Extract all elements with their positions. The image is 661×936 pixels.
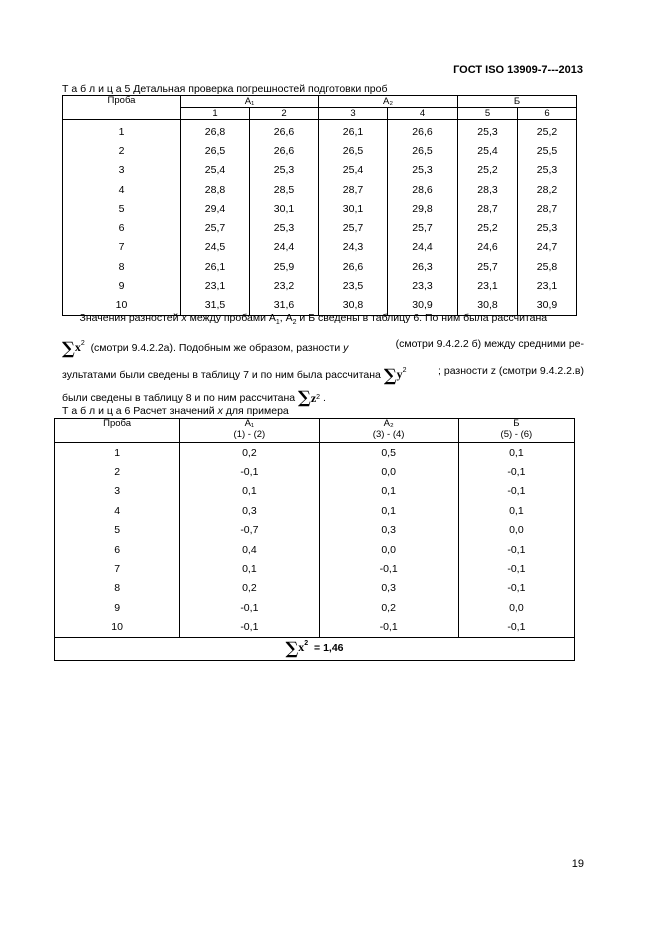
value-cell: 23,1: [458, 276, 518, 295]
sample-number-cell: 2: [63, 141, 181, 160]
sample-number-cell: 2: [55, 462, 180, 481]
value-cell: -0,1: [458, 540, 574, 559]
t5-subheader: 6: [518, 108, 577, 120]
value-cell: 0,1: [458, 443, 574, 463]
t6-header-sample: Проба: [55, 419, 180, 443]
value-cell: 25,7: [388, 218, 458, 237]
table-row: [55, 443, 575, 463]
value-cell: 28,6: [388, 180, 458, 199]
document-header: ГОСТ ISO 13909-7---2013: [453, 64, 583, 76]
value-cell: 23,3: [388, 276, 458, 295]
t5-header-b: Б: [458, 96, 577, 108]
value-cell: 0,0: [458, 521, 574, 540]
table-row: [55, 521, 575, 540]
table6-caption: Т а б л и ц а 6 Расчет значений x для примера: [62, 405, 289, 417]
value-cell: 29,8: [388, 199, 458, 218]
table-row: [63, 141, 577, 160]
value-cell: 31,6: [250, 296, 319, 316]
value-cell: -0,1: [458, 462, 574, 481]
value-cell: 25,4: [319, 161, 388, 180]
value-cell: 25,7: [458, 257, 518, 276]
value-cell: 0,1: [180, 559, 319, 578]
value-cell: 28,7: [458, 199, 518, 218]
value-cell: 25,8: [518, 257, 577, 276]
value-cell: 28,2: [518, 180, 577, 199]
value-cell: 25,2: [458, 218, 518, 237]
value-cell: 28,5: [250, 180, 319, 199]
value-cell: 0,3: [180, 501, 319, 520]
table-row: [55, 579, 575, 598]
sample-number-cell: 3: [55, 482, 180, 501]
table5: [62, 95, 577, 316]
value-cell: 0,1: [319, 501, 458, 520]
sigma-symbol: ∑: [62, 339, 75, 360]
table-row: [63, 238, 577, 257]
value-cell: 25,3: [518, 218, 577, 237]
para-line-1: Значения разностей x между пробами $А_1$, $А_2$ и Б сведены в таблицу 6. По ним была рассчитана: [79, 312, 548, 327]
value-cell: -0,7: [180, 521, 319, 540]
value-cell: 25,4: [458, 141, 518, 160]
table-row: [55, 559, 575, 578]
sample-number-cell: 5: [63, 199, 181, 218]
value-cell: 25,2: [518, 120, 577, 142]
table-row: [63, 276, 577, 295]
value-cell: 28,8: [181, 180, 250, 199]
value-cell: 26,1: [181, 257, 250, 276]
sigma-symbol: ∑: [285, 638, 299, 659]
value-cell: 0,3: [319, 579, 458, 598]
value-cell: 31,5: [181, 296, 250, 316]
sample-number-cell: 10: [55, 618, 180, 638]
value-cell: 26,3: [388, 257, 458, 276]
para-line-3: зультатами были сведены в таблицу 7 и по ним была рассчитана $\sum y^2$ ; разности z (смотри 9.4.2.2.в): [62, 365, 584, 387]
sample-number-cell: 6: [55, 540, 180, 559]
value-cell: 26,8: [181, 120, 250, 142]
t6-header-a1: A₁ (1) - (2): [180, 419, 319, 443]
table-row: [63, 120, 577, 142]
table-row: [55, 540, 575, 559]
value-cell: 0,2: [319, 598, 458, 617]
value-cell: -0,1: [458, 579, 574, 598]
value-cell: 30,1: [319, 199, 388, 218]
value-cell: 0,1: [319, 482, 458, 501]
value-cell: 0,4: [180, 540, 319, 559]
value-cell: 24,7: [518, 238, 577, 257]
sample-number-cell: 5: [55, 521, 180, 540]
value-cell: 25,3: [250, 161, 319, 180]
t5-subheader: 5: [458, 108, 518, 120]
value-cell: -0,1: [458, 559, 574, 578]
t6-total: $\sum x^2 = 1,46$: [55, 637, 575, 660]
value-cell: 28,3: [458, 180, 518, 199]
t5-subheader: 4: [388, 108, 458, 120]
value-cell: -0,1: [319, 618, 458, 638]
value-cell: 26,6: [250, 141, 319, 160]
t5-header-a2: A₂: [319, 96, 458, 108]
value-cell: 25,3: [250, 218, 319, 237]
sample-number-cell: 4: [55, 501, 180, 520]
table-row: [63, 257, 577, 276]
sample-number-cell: 9: [63, 276, 181, 295]
value-cell: 23,1: [518, 276, 577, 295]
table-row: [63, 199, 577, 218]
value-cell: 25,3: [388, 161, 458, 180]
value-cell: 0,3: [319, 521, 458, 540]
t6-header-a2: A₂ (3) - (4): [319, 419, 458, 443]
table-row: [55, 482, 575, 501]
t5-subheader: 2: [250, 108, 319, 120]
value-cell: 30,1: [250, 199, 319, 218]
value-cell: 0,1: [458, 501, 574, 520]
value-cell: -0,1: [319, 559, 458, 578]
value-cell: 25,5: [518, 141, 577, 160]
value-cell: 0,5: [319, 443, 458, 463]
table5-body: [63, 120, 577, 316]
value-cell: 0,0: [458, 598, 574, 617]
explanation-paragraph: [62, 308, 584, 409]
value-cell: -0,1: [180, 462, 319, 481]
value-cell: 0,2: [180, 443, 319, 463]
page-number: 19: [571, 858, 584, 870]
value-cell: 25,9: [250, 257, 319, 276]
table6: [54, 418, 575, 661]
value-cell: 25,2: [458, 161, 518, 180]
value-cell: -0,1: [180, 598, 319, 617]
table-row: [63, 180, 577, 199]
value-cell: 26,5: [181, 141, 250, 160]
value-cell: 24,6: [458, 238, 518, 257]
para-line-2: $\sum x^2$ (смотри 9.4.2.2а). Подобным же образом, разности y (смотри 9.4.2.2 б) между средними ре-: [62, 338, 584, 360]
value-cell: 25,3: [458, 120, 518, 142]
sigma-symbol: ∑: [298, 388, 311, 409]
t5-header-a1: A₁: [181, 96, 319, 108]
table-row: [55, 598, 575, 617]
value-cell: 26,1: [319, 120, 388, 142]
value-cell: 30,8: [458, 296, 518, 316]
value-cell: 26,5: [388, 141, 458, 160]
value-cell: -0,1: [458, 618, 574, 638]
value-cell: 25,4: [181, 161, 250, 180]
value-cell: 25,7: [319, 218, 388, 237]
value-cell: 30,9: [518, 296, 577, 316]
t6-header-b: Б (5) - (6): [458, 419, 574, 443]
table5-caption: Т а б л и ц а 5 Детальная проверка погрешностей подготовки проб: [62, 83, 388, 95]
value-cell: 28,7: [319, 180, 388, 199]
value-cell: 25,3: [518, 161, 577, 180]
para-line-4: были сведены в таблицу 8 и по ним рассчитана ∑ z 2 .: [62, 388, 326, 409]
value-cell: -0,1: [458, 482, 574, 501]
t5-subheader: 3: [319, 108, 388, 120]
value-cell: 0,0: [319, 462, 458, 481]
value-cell: 23,5: [319, 276, 388, 295]
value-cell: 0,1: [180, 482, 319, 501]
sample-number-cell: 10: [63, 296, 181, 316]
value-cell: 24,5: [181, 238, 250, 257]
sample-number-cell: 4: [63, 180, 181, 199]
sample-number-cell: 8: [55, 579, 180, 598]
value-cell: 24,3: [319, 238, 388, 257]
sample-number-cell: 1: [55, 443, 180, 463]
value-cell: 30,9: [388, 296, 458, 316]
table6-body: [55, 443, 575, 638]
sample-number-cell: 6: [63, 218, 181, 237]
sigma-symbol: ∑: [383, 366, 397, 387]
value-cell: 0,0: [319, 540, 458, 559]
value-cell: 26,6: [250, 120, 319, 142]
value-cell: 29,4: [181, 199, 250, 218]
value-cell: 26,6: [319, 257, 388, 276]
value-cell: 24,4: [388, 238, 458, 257]
value-cell: 23,2: [250, 276, 319, 295]
value-cell: -0,1: [180, 618, 319, 638]
table-row: [63, 161, 577, 180]
value-cell: 30,8: [319, 296, 388, 316]
sample-number-cell: 8: [63, 257, 181, 276]
value-cell: 0,2: [180, 579, 319, 598]
value-cell: 24,4: [250, 238, 319, 257]
t5-header-sample: Проба: [63, 96, 181, 120]
sample-number-cell: 7: [63, 238, 181, 257]
table-row: [55, 462, 575, 481]
value-cell: 28,7: [518, 199, 577, 218]
t5-subheader: 1: [181, 108, 250, 120]
sample-number-cell: 3: [63, 161, 181, 180]
sample-number-cell: 9: [55, 598, 180, 617]
value-cell: 25,7: [181, 218, 250, 237]
table-row: [55, 501, 575, 520]
value-cell: 26,6: [388, 120, 458, 142]
sample-number-cell: 7: [55, 559, 180, 578]
table-row: [55, 618, 575, 638]
table-row: [63, 218, 577, 237]
value-cell: 23,1: [181, 276, 250, 295]
sample-number-cell: 1: [63, 120, 181, 142]
value-cell: 26,5: [319, 141, 388, 160]
